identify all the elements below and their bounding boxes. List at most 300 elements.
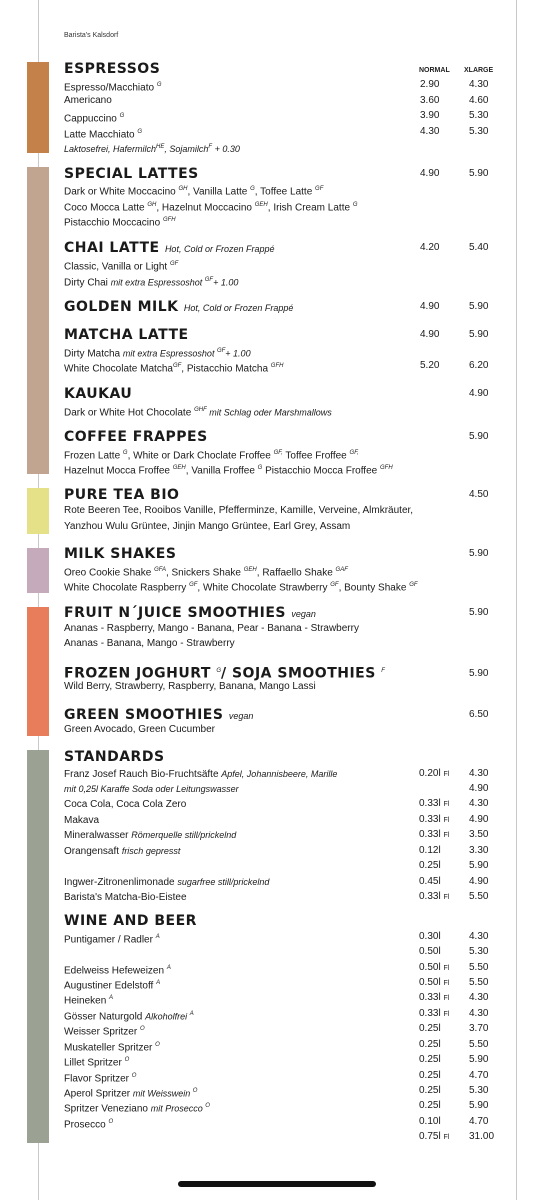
price: 5.30 — [469, 946, 489, 957]
standards-color-bar — [27, 750, 49, 1143]
allergen-sup: G — [119, 113, 125, 119]
section-subtitle: vegan — [228, 711, 254, 721]
size-value: 0.25l — [419, 1039, 441, 1050]
standards-line-text — [64, 875, 269, 890]
latte-item-name: , Irish Cream Latte — [267, 202, 353, 214]
price: 3.30 — [469, 845, 489, 856]
tea-line — [64, 504, 494, 518]
wine-line — [64, 930, 494, 944]
standards-line — [64, 890, 494, 904]
shake-allergen-sup: GF — [330, 582, 339, 588]
size-label — [419, 1099, 441, 1114]
size-value: 0.33l — [419, 798, 441, 809]
wine-line — [64, 991, 494, 1005]
espressos-item — [64, 78, 494, 92]
section-title: COFFEE FRAPPES — [64, 429, 208, 445]
section-subtitle: Hot, Cold or Frozen Frappé — [183, 303, 294, 313]
size-value: 0.33l — [419, 829, 441, 840]
price-xlarge: 5.40 — [469, 242, 489, 253]
latte-item-name: , Hazelnut Moccacino — [156, 202, 255, 214]
shakes-line — [64, 563, 494, 577]
price: 4.30 — [469, 931, 489, 942]
price-xlarge: 5.90 — [469, 168, 489, 179]
tea-line-text — [64, 520, 350, 534]
price-xlarge: 5.90 — [469, 329, 489, 340]
unit-label: Fl — [443, 894, 450, 901]
frappe-item-name: , Vanilla Froffee — [185, 465, 258, 477]
item-name: Ananas - Raspberry, Mango - Banana, Pear - Banana - Strawberry — [64, 623, 359, 634]
coffee-frappes-title — [64, 428, 494, 446]
pure-tea-title-text — [64, 486, 179, 504]
item-name: Augustiner Edelstoff — [64, 980, 157, 992]
price-normal: 4.90 — [420, 301, 440, 312]
item-name: Gösser Naturgold — [64, 1011, 146, 1023]
item-name: Latte Macchiato — [64, 128, 135, 140]
unit-label: Fl — [443, 995, 450, 1002]
item-name: White Chocolate Matcha — [64, 363, 173, 375]
price-xlarge: 4.30 — [469, 79, 489, 90]
frappe-item-name: Hazelnut Mocca Froffee — [64, 465, 173, 477]
standards-line-text — [64, 844, 180, 859]
special-lattes-title-text — [64, 165, 199, 183]
item-note: mit Prosecco — [150, 1103, 206, 1114]
chai-title — [64, 239, 494, 257]
section-title: GREEN SMOOTHIES — [64, 707, 224, 723]
section-subtitle: Hot, Cold or Frozen Frappé — [164, 244, 275, 254]
standards-line-text — [64, 890, 187, 905]
unit-label: Fl — [443, 1134, 450, 1141]
size-label — [419, 961, 449, 976]
fruit-smoothies-title — [64, 604, 494, 622]
price: 4.70 — [469, 1116, 489, 1127]
allergen-sup: GF — [216, 348, 226, 354]
espressos-item-text — [64, 94, 112, 108]
price: 5.50 — [469, 977, 489, 988]
item-name: Wild Berry, Strawberry, Raspberry, Banana, Mango Lassi — [64, 681, 316, 692]
item-name: Classic, Vanilla or Light — [64, 261, 170, 273]
size-value: 0.30l — [419, 931, 441, 942]
espressos-item — [64, 109, 494, 123]
price: 4.30 — [469, 798, 489, 809]
size-value: 0.50l — [419, 962, 441, 973]
unit-label: Fl — [443, 832, 450, 839]
wine-line-text — [64, 991, 113, 1008]
shake-item-name: , White Chocolate Strawberry — [197, 582, 331, 594]
kaukau-line-text — [64, 403, 332, 420]
shakes-line — [64, 578, 494, 592]
shake-item-name: White Chocolate Raspberry — [64, 582, 190, 594]
size-label — [419, 1069, 441, 1084]
section-title: KAUKAU — [64, 386, 133, 402]
allergen-sup: O — [131, 1073, 137, 1079]
shake-item-name: , Bounty Shake — [338, 582, 410, 594]
note-text: Laktosefrei, Hafermilch — [64, 144, 157, 154]
item-name: Green Avocado, Green Cucumber — [64, 724, 216, 735]
latte-allergen-sup: GEH — [254, 202, 268, 208]
standards-line-text — [64, 813, 99, 828]
espressos-item — [64, 125, 494, 139]
wine-line — [64, 976, 494, 990]
item-note: frisch gepresst — [121, 846, 181, 856]
wine-line — [64, 1069, 494, 1083]
matcha-title-text — [64, 326, 189, 344]
wine-line-text — [64, 1099, 210, 1116]
brand-label: Barista's Kalsdorf — [64, 32, 119, 39]
green-line — [64, 723, 494, 737]
tea-line-text — [64, 504, 413, 518]
price: 4.30 — [469, 992, 489, 1003]
size-value: 0.25l — [419, 1054, 441, 1065]
wine-line — [64, 1038, 494, 1052]
unit-label: Fl — [443, 817, 450, 824]
size-label — [419, 813, 449, 828]
price-normal: 4.30 — [420, 125, 440, 137]
lattes-color-bar — [27, 167, 49, 474]
section-title: GOLDEN MILK — [64, 299, 179, 315]
standards-line — [64, 782, 494, 796]
kaukau-line — [64, 403, 494, 417]
frappe-allergen-sup: GF, — [273, 450, 283, 456]
price: 5.30 — [469, 1085, 489, 1096]
unit-label: Fl — [443, 965, 450, 972]
item-name: Puntigamer / Radler — [64, 934, 156, 946]
frappes-line — [64, 446, 494, 460]
item-name: Rote Beeren Tee, Rooibos Vanille, Pfefferminze, Kamille, Verveine, Almkräuter, — [64, 505, 414, 516]
size-label — [419, 859, 441, 874]
price-normal: 4.90 — [420, 329, 440, 340]
price-normal: 3.60 — [420, 94, 440, 106]
price: 4.90 — [469, 814, 489, 825]
item-name: Orangensaft — [64, 846, 122, 857]
allergen-sup: A — [166, 965, 171, 971]
allergen-sup: O — [205, 1103, 210, 1109]
shake-allergen-sup: GF — [189, 582, 198, 588]
standards-line — [64, 859, 494, 873]
item-name: Dark or White Hot Chocolate — [64, 407, 195, 419]
allergen-sup: G — [137, 128, 143, 135]
chai-title-text — [64, 239, 274, 258]
price: 5.90 — [469, 1100, 489, 1111]
wine-line — [64, 945, 494, 959]
frappes-line — [64, 461, 494, 475]
price-xlarge: 6.20 — [469, 360, 489, 371]
size-label — [419, 976, 449, 991]
note-text: , Sojamilch — [164, 144, 209, 154]
wine-line — [64, 1099, 494, 1113]
allergen-sup: A — [156, 980, 161, 986]
price: 4.70 — [469, 1070, 489, 1081]
latte-item-name: Pistacchio Moccacino — [64, 217, 163, 229]
size-value: 0.33l — [419, 992, 441, 1003]
item-note: mit Schlag oder Marshmallows — [206, 407, 332, 418]
standards-line — [64, 828, 494, 842]
smoothies-color-bar — [27, 607, 49, 736]
item-name: Makava — [64, 815, 100, 826]
latte-allergen-sup: GH — [178, 186, 188, 192]
frappe-item-name: , White or Dark Choclate Froffee — [127, 450, 274, 462]
section-title: / SOJA SMOOTHIES — [220, 665, 382, 682]
allergen-sup: GF — [172, 363, 182, 369]
size-value: 0.50l — [419, 977, 441, 988]
section-title: FROZEN JOGHURT — [64, 665, 217, 682]
price-xlarge: 6.50 — [469, 709, 489, 720]
size-label — [419, 828, 449, 843]
allergen-sup: HE — [156, 144, 165, 150]
green-line-text — [64, 723, 215, 737]
price-normal: 4.90 — [420, 168, 440, 179]
item-note: mit extra Espressoshot — [110, 277, 205, 288]
column-header-xlarge: XLARGE — [464, 67, 494, 74]
item-name: Dirty Chai — [64, 277, 111, 289]
standards-line-text — [64, 797, 186, 812]
item-name: Barista's Matcha-Bio-Eistee — [64, 892, 187, 903]
allergen-sup: G — [156, 82, 162, 88]
price: 3.70 — [469, 1023, 489, 1034]
frappe-allergen-sup: GF, — [349, 450, 359, 456]
item-name: Ananas - Banana, Mango - Strawberry — [64, 638, 235, 649]
price-normal: 2.90 — [420, 79, 440, 90]
section-title: STANDARDS — [64, 749, 165, 765]
item-name: Yanzhou Wulu Grüntee, Jinjin Mango Grüntee, Earl Grey, Assam — [64, 521, 351, 532]
fruit-line — [64, 637, 494, 651]
size-value: 0.25l — [419, 1070, 441, 1081]
espressos-color-bar — [27, 62, 49, 153]
size-label — [419, 1084, 441, 1099]
size-value: 0.33l — [419, 1008, 441, 1019]
kaukau-title-text — [64, 385, 132, 403]
allergen-sup: A — [109, 995, 114, 1001]
shake-item-name: Oreo Cookie Shake — [64, 567, 155, 579]
allergen-sup: G — [216, 668, 221, 674]
section-title: WINE AND BEER — [64, 913, 197, 929]
fruit-line-text — [64, 622, 359, 636]
item-name: , Pistacchio Matcha — [181, 363, 271, 375]
unit-label: Fl — [443, 771, 450, 778]
item-name: Espresso/Macchiato — [64, 82, 155, 94]
item-name: Cappuccino — [64, 113, 117, 125]
fruit-line — [64, 622, 494, 636]
latte-allergen-sup: G — [352, 202, 358, 208]
chai-line-text — [64, 257, 178, 274]
tea-color-bar — [27, 488, 49, 534]
size-value: 0.25l — [419, 1100, 441, 1111]
frappe-allergen-sup: GEH — [172, 465, 186, 471]
size-value: 0.10l — [419, 1116, 441, 1127]
price-xlarge: 5.90 — [469, 431, 489, 442]
allergen-sup: F — [381, 668, 385, 674]
price: 4.90 — [469, 876, 489, 887]
item-name: Flavor Spritzer — [64, 1073, 132, 1085]
item-note: mit Weisswein — [132, 1088, 193, 1099]
price-xlarge: 4.90 — [469, 388, 489, 399]
pure-tea-title — [64, 486, 494, 504]
size-value: 0.75l — [419, 1131, 441, 1142]
wine-title-text — [64, 912, 197, 930]
item-name: Muskateller Spritzer — [64, 1042, 156, 1054]
standards-line — [64, 767, 494, 781]
coffee-frappes-title-text — [64, 428, 208, 446]
allergen-sup: GHF — [194, 407, 207, 413]
price-xlarge: 5.30 — [469, 110, 489, 121]
section-title: FRUIT N´JUICE SMOOTHIES — [64, 605, 286, 621]
latte-allergen-sup: G — [250, 186, 255, 192]
allergen-sup: O — [139, 1026, 145, 1032]
milk-shakes-title-text — [64, 545, 176, 563]
allergen-sup: O — [155, 1042, 160, 1048]
home-indicator[interactable] — [178, 1181, 376, 1187]
standards-title — [64, 748, 494, 766]
price-xlarge: 5.90 — [469, 548, 489, 559]
section-title: MATCHA LATTE — [64, 327, 189, 343]
price-normal: 4.20 — [420, 242, 440, 253]
item-note: sugarfree still/prickelnd — [177, 877, 270, 887]
frappe-item-name: Frozen Latte — [64, 450, 123, 462]
price: 5.90 — [469, 1054, 489, 1065]
frappe-item-name: Toffee Froffee — [282, 450, 350, 462]
price-normal: 3.90 — [420, 110, 440, 121]
size-value: 0.25l — [419, 1085, 441, 1096]
size-label — [419, 930, 441, 945]
price: 5.50 — [469, 962, 489, 973]
latte-item-name: , Toffee Latte — [254, 186, 316, 198]
size-label — [419, 797, 449, 812]
item-note: Apfel, Johannisbeere, Marille — [221, 769, 338, 779]
size-label — [419, 1115, 441, 1130]
price: 4.30 — [469, 1008, 489, 1019]
espressos-note — [64, 140, 494, 154]
unit-label: Fl — [443, 801, 450, 808]
allergen-sup: O — [108, 1119, 114, 1125]
size-label — [419, 890, 449, 905]
espressos-title — [64, 60, 494, 78]
special-lattes-line-text — [64, 182, 323, 199]
item-name: Lillet Spritzer — [64, 1057, 125, 1069]
note-text: + 0.30 — [212, 144, 240, 154]
golden-milk-title-text — [64, 298, 293, 317]
espressos-item — [64, 94, 494, 108]
latte-item-name: Coco Mocca Latte — [64, 202, 148, 214]
item-note: + 1.00 — [213, 277, 239, 288]
price-xlarge: 5.90 — [469, 668, 489, 679]
frozen-line-text — [64, 680, 316, 694]
price: 4.90 — [469, 783, 489, 794]
section-title: ESPRESSOS — [64, 61, 161, 77]
frappes-line-text — [64, 461, 393, 478]
standards-line-text — [64, 767, 337, 782]
wine-line — [64, 1084, 494, 1098]
size-label — [419, 1038, 441, 1053]
shakes-line-text — [64, 578, 418, 595]
wine-line — [64, 1130, 494, 1144]
size-label — [419, 767, 449, 782]
latte-allergen-sup: GF — [315, 186, 324, 192]
golden-milk-title — [64, 298, 494, 316]
wine-line — [64, 1007, 494, 1021]
size-label — [419, 1130, 449, 1145]
frozen-title — [64, 662, 494, 680]
shakes-color-bar — [27, 548, 49, 593]
fruit-smoothies-title-text — [64, 604, 316, 623]
wine-line — [64, 1022, 494, 1036]
chai-line-text — [64, 273, 238, 290]
wine-line-text — [64, 1053, 129, 1070]
tea-line — [64, 520, 494, 534]
item-name: Franz Josef Rauch Bio-Fruchtsäfte — [64, 769, 222, 780]
standards-line-text — [64, 828, 236, 843]
allergen-sup: A — [155, 934, 160, 940]
standards-title-text — [64, 748, 165, 766]
unit-label: Fl — [443, 1011, 450, 1018]
column-header-normal: NORMAL — [419, 67, 450, 74]
shake-item-name: , Raffaello Shake — [256, 567, 336, 579]
matcha-line — [64, 359, 494, 373]
special-lattes-line — [64, 213, 494, 227]
frappe-item-name: Pistacchio Mocca Froffee — [262, 465, 380, 477]
item-note: mit extra Espressoshot — [122, 348, 217, 359]
shake-allergen-sup: GFA — [154, 567, 166, 573]
matcha-line-text — [64, 359, 283, 376]
price-xlarge: 4.60 — [469, 94, 489, 106]
size-label — [419, 875, 441, 890]
item-name: Coca Cola, Coca Cola Zero — [64, 799, 187, 810]
price-xlarge: 5.90 — [469, 607, 489, 618]
size-label — [419, 1022, 441, 1037]
size-value: 0.12l — [419, 845, 441, 856]
section-title: MILK SHAKES — [64, 546, 177, 562]
size-label — [419, 1053, 441, 1068]
item-name: Aperol Spritzer — [64, 1088, 133, 1100]
shake-allergen-sup: GF — [409, 582, 418, 588]
green-smoothies-title — [64, 706, 494, 724]
standards-line — [64, 875, 494, 889]
size-value: 0.25l — [419, 860, 441, 871]
section-title: SPECIAL LATTES — [64, 166, 199, 182]
special-lattes-line — [64, 182, 494, 196]
matcha-line — [64, 344, 494, 358]
price-normal: 5.20 — [420, 360, 440, 371]
standards-line-text — [64, 782, 239, 796]
espressos-title-text — [64, 60, 160, 78]
size-label — [419, 1007, 449, 1022]
item-name: Edelweiss Hefeweizen — [64, 965, 167, 977]
standards-line — [64, 844, 494, 858]
chai-line — [64, 257, 494, 271]
latte-allergen-sup: GH — [147, 202, 157, 208]
section-subtitle: vegan — [291, 609, 316, 619]
fruit-line-text — [64, 637, 235, 651]
allergen-sup: A — [189, 1011, 194, 1017]
price: 5.50 — [469, 891, 489, 902]
size-label — [419, 844, 441, 859]
price: 5.50 — [469, 1039, 489, 1050]
wine-title — [64, 912, 494, 930]
item-name: Prosecco — [64, 1119, 109, 1131]
chai-line — [64, 273, 494, 287]
size-value: 0.25l — [419, 1023, 441, 1034]
price: 31.00 — [469, 1131, 495, 1142]
price: 5.90 — [469, 860, 489, 871]
price-xlarge: 5.30 — [469, 125, 489, 137]
item-note: Römerquelle still/prickelnd — [131, 830, 237, 840]
size-value: 0.45l — [419, 876, 441, 887]
price: 4.30 — [469, 768, 489, 779]
size-value: 0.50l — [419, 946, 441, 957]
price-xlarge: 5.90 — [469, 301, 489, 312]
frappe-allergen-sup: GFH — [380, 465, 393, 471]
allergen-sup: O — [192, 1088, 198, 1094]
price: 3.50 — [469, 829, 489, 840]
allergen-sup: GF — [169, 261, 179, 267]
